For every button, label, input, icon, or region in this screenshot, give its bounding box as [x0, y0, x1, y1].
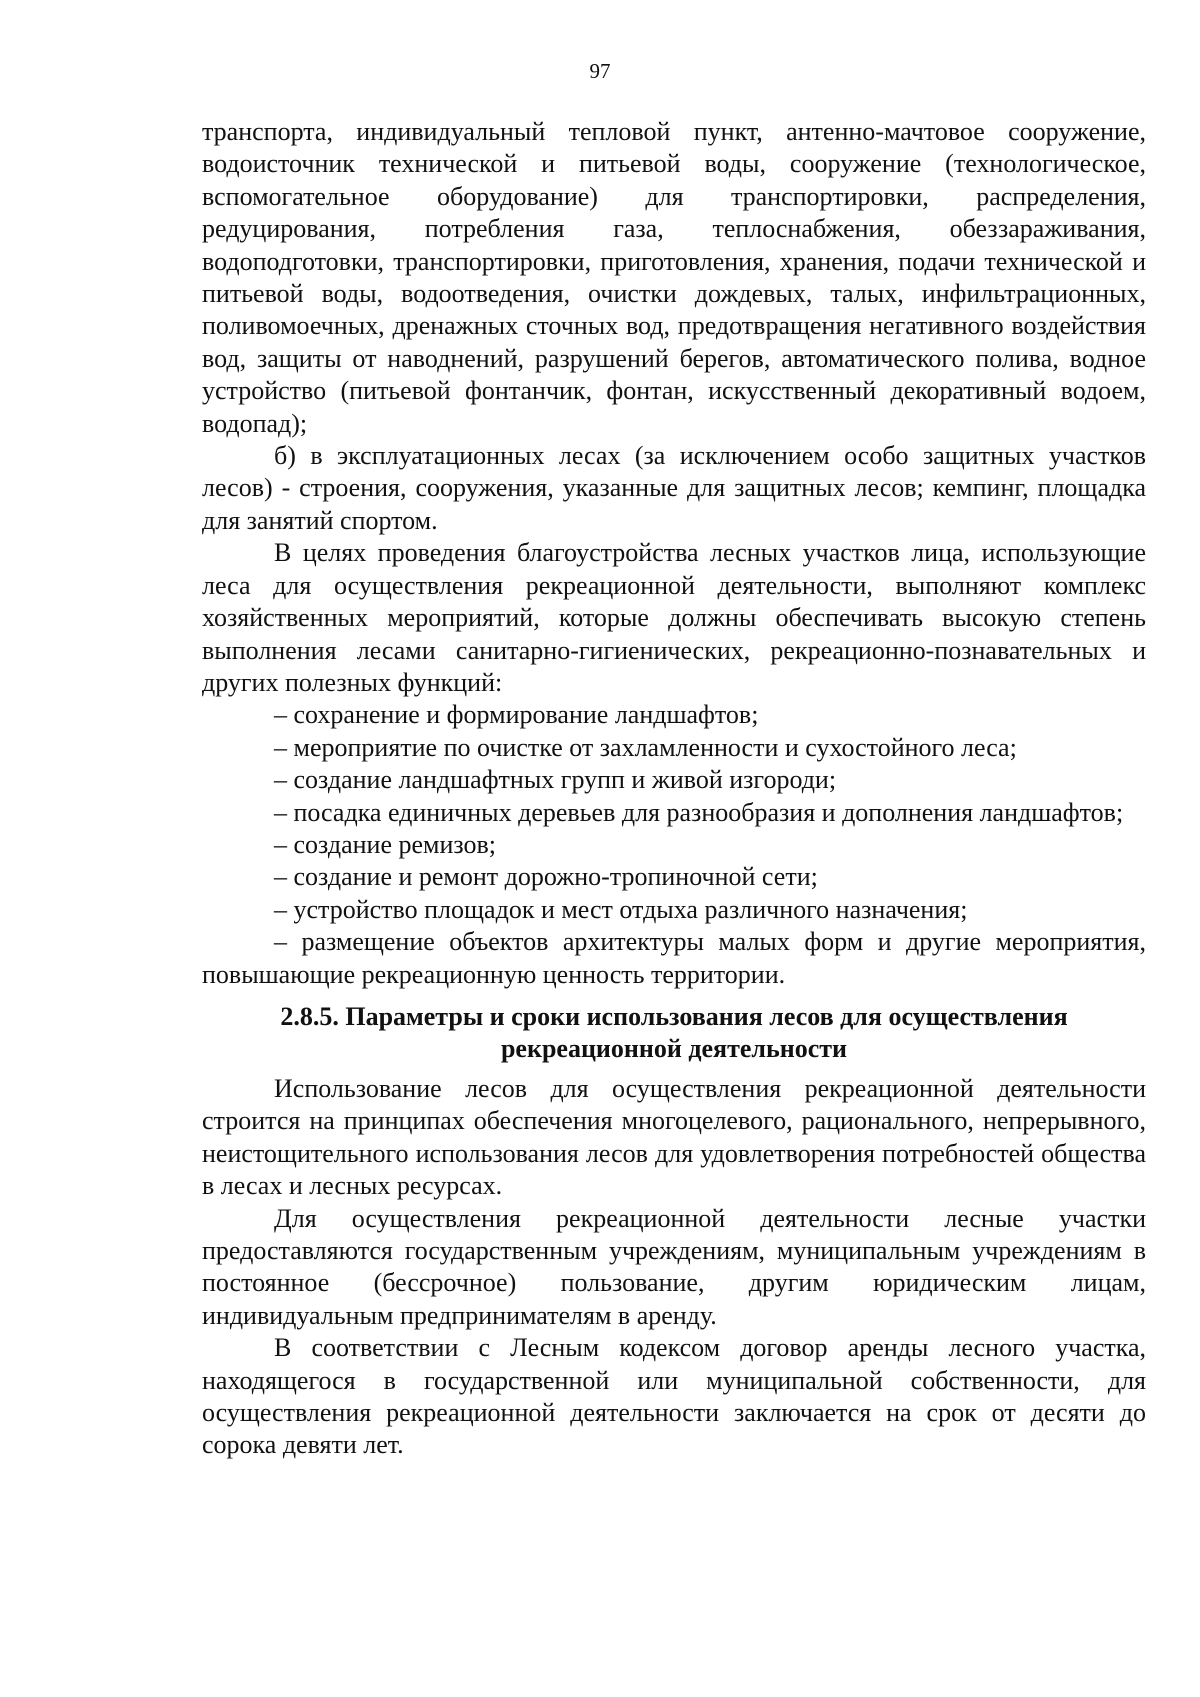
page-body: [202, 116, 1146, 1462]
paragraph-land-provision: Для осуществления рекреационной деятельности лесные участки предоставляются государственным учреждениям, муниципальным учреждениям в постоянное (бессрочное) пользование, другим юридическим лицам, индивидуальным предпринимателям в аренду.: [202, 1203, 1146, 1330]
list-item: – сохранение и формирование ландшафтов;: [274, 700, 759, 730]
paragraph-improvement-measures: В целях проведения благоустройства лесных участков лица, использующие леса для осуществления рекреационной деятельности, выполняют комплекс хозяйственных мероприятий, которые должны обеспечивать высокую степень выполнения лесами санитарно-гигиенических, рекреационно-познавательных и других полезных функций:: [202, 538, 1146, 697]
section-heading: [202, 1001, 1146, 1065]
list-item: – создание ландшафтных групп и живой изгороди;: [274, 765, 837, 795]
section-heading-line1: 2.8.5. Параметры и сроки использования лесов для осуществления: [280, 1001, 1068, 1031]
paragraph-lease-term: В соответствии с Лесным кодексом договор аренды лесного участка, находящегося в государственной или муниципальной собственности, для осуществления рекреационной деятельности заключается на срок от десяти до сорока девяти лет.: [202, 1333, 1146, 1460]
paragraph-principles: Использование лесов для осуществления рекреационной деятельности строится на принципах обеспечения многоцелевого, рационального, непрерывного, неистощительного использования лесов для удовлетворения потребностей общества в лесах и лесных ресурсах.: [202, 1073, 1146, 1201]
list-item: – создание ремизов;: [274, 829, 497, 859]
paragraph-exploitation-forests: б) в эксплуатационных лесах (за исключением особо защитных участков лесов) - строения, сооружения, указанные для защитных лесов; кемпинг, площадка для занятий спортом.: [202, 441, 1146, 535]
section-heading-line2: рекреационной деятельности: [500, 1033, 848, 1063]
list-item: – устройство площадок и мест отдыха различного назначения;: [274, 894, 968, 924]
list-item: – создание и ремонт дорожно-тропиночной сети;: [274, 862, 818, 892]
list-item: – размещение объектов архитектуры малых форм и другие мероприятия, повышающие рекреационную ценность территории.: [202, 927, 1146, 989]
page-number: 97: [589, 59, 611, 83]
list-item: – посадка единичных деревьев для разнообразия и дополнения ландшафтов;: [274, 797, 1124, 827]
list-item: – мероприятие по очистке от захламленности и сухостойного леса;: [274, 732, 1017, 762]
paragraph-continuation: транспорта, индивидуальный тепловой пункт, антенно-мачтовое сооружение, водоисточник технической и питьевой воды, сооружение (технологическое, вспомогательное оборудование) для транспортировки, распределения, редуцирования, потребления газа, теплоснабжения, обеззараживания, водоподготовки, транспортировки, приготовления, хранения, подачи технической и питьевой воды, водоотведения, очистки дождевых, талых, инфильтрационных, поливомоечных, дренажных сточных вод, предотвращения негативного воздействия вод, защиты от наводнений, разрушений берегов, автоматического полива, водное устройство (питьевой фонтанчик, фонтан, искусственный декоративный водоем, водопад);: [202, 117, 1146, 438]
